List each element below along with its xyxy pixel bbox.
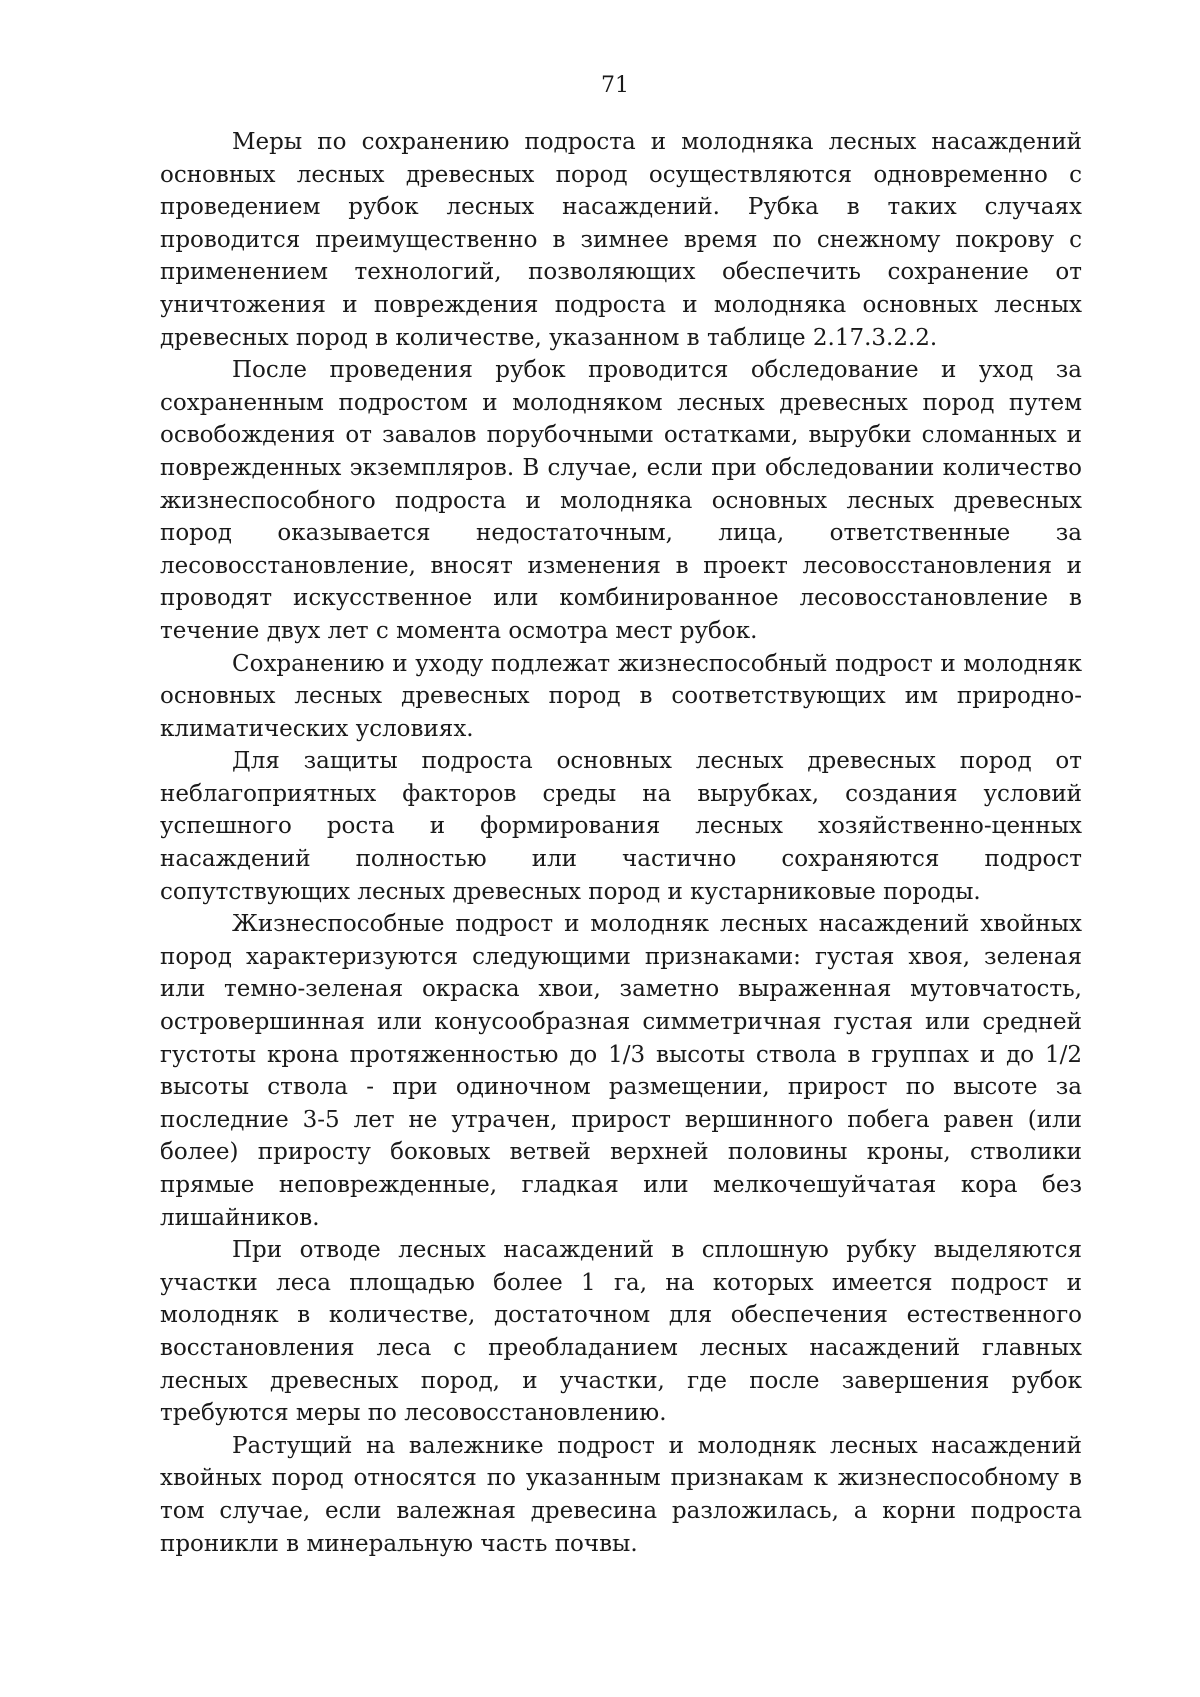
paragraph: Для защиты подроста основных лесных древесных пород от неблагоприятных факторов среды на вырубках, создания условий успешного роста и формирования лесных хозяйственно-ценных насаждений полностью или частично сохраняются подрост сопутствующих лесных древесных пород и кустарниковые породы. <box>160 748 1082 905</box>
page-number: 71 <box>601 73 629 98</box>
paragraph: Меры по сохранению подроста и молодняка лесных насаждений основных лесных древесных пород осуществляются одновременно с проведением рубок лесных насаждений. Рубка в таких случаях проводится преимущественно в зимнее время по снежному покрову с применением технологий, позволяющих обеспечить сохранение от уничтожения и повреждения подроста и молодняка основных лесных древесных пород в количестве, указанном в таблице 2.17.3.2.2. <box>160 129 1082 351</box>
body-text <box>160 126 1082 1560</box>
paragraph: При отводе лесных насаждений в сплошную рубку выделяются участки леса площадью более 1 га, на которых имеется подрост и молодняк в количестве, достаточном для обеспечения естественного восстановления леса с преобладанием лесных насаждений главных лесных древесных пород, и участки, где после завершения рубок требуются меры по лесовосстановлению. <box>160 1237 1082 1427</box>
paragraph: Жизнеспособные подрост и молодняк лесных насаждений хвойных пород характеризуются следующими признаками: густая хвоя, зеленая или темно-зеленая окраска хвои, заметно выраженная мутовчатость, островершинная или конусообразная симметричная густая или средней густоты крона протяженностью до 1/3 высоты ствола в группах и до 1/2 высоты ствола - при одиночном размещении, прирост по высоте за последние 3-5 лет не утрачен, прирост вершинного побега равен (или более) приросту боковых ветвей верхней половины кроны, стволики прямые неповрежденные, гладкая или мелкочешуйчатая кора без лишайников. <box>160 911 1082 1231</box>
paragraph: Растущий на валежнике подрост и молодняк лесных насаждений хвойных пород относятся по указанным признакам к жизнеспособному в том случае, если валежная древесина разложилась, а корни подроста проникли в минеральную часть почвы. <box>160 1432 1082 1557</box>
paragraph: Сохранению и уходу подлежат жизнеспособный подрост и молодняк основных лесных древесных пород в соответствующих им природно-климатических условиях. <box>160 650 1082 742</box>
paragraph: После проведения рубок проводится обследование и уход за сохраненным подростом и молодняком лесных древесных пород путем освобождения от завалов порубочными остатками, вырубки сломанных и поврежденных экземпляров. В случае, если при обследовании количество жизнеспособного подроста и молодняка основных лесных древесных пород оказывается недостаточным, лица, ответственные за лесовосстановление, вносят изменения в проект лесовосстановления и проводят искусственное или комбинированное лесовосстановление в течение двух лет с момента осмотра мест рубок. <box>160 357 1082 644</box>
